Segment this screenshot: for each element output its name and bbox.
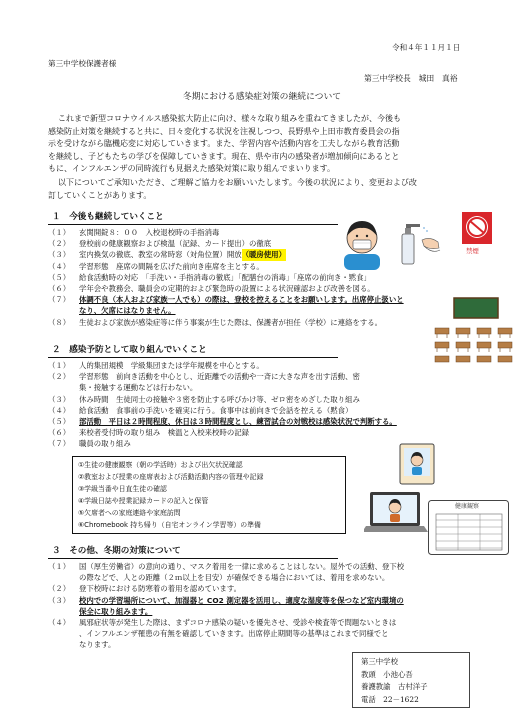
list-item: （２） 学習形態 前向き活動を中心とし、近距離での活動や一斉に大きな声を出す活動、密 [48, 372, 360, 382]
list-item: （８） 生徒および家族が感染症等に伴う事案が生じた際は、保護者が担任（学校）に連絡をする。 [48, 317, 383, 327]
list-item: （６） 学年会や教務会、職員会の定期的および緊急時の設置による状況確認および改善を図る。 [48, 284, 375, 294]
section-1-list: （１） 玄関開錠８：００ 入校退校時の手指消毒 （２） 登校前の健康観察および検温（記録、カード提出）の徹底 （３） 室内換気の徹底、教室の常時窓（対角位置）開放 （暖房使用） （４） 学習形態 座席の間隔を広げた前向き座席を主とする。 （５） 給食活動時の対応 「手洗い・手指消毒の徹底」「配膳台の消毒」「座席の前向き・黙食」 （６） 学年会や教務会、職員会の定期的および緊急時の設置による状況確認および改善を図る。 （７） 体調不良（本人および家族一人でも）の際は、登校を控えることをお願いします。出席停止扱いと なり、欠席にはなりません。 （８） 生徒および家族が感染症等に伴う事案が生じた際は、保護者が担任（学校）に連絡をする。 [48, 228, 404, 327]
list-item: （４） 学習形態 座席の間隔を広げた前向き座席を主とする。 [48, 261, 264, 271]
list-item: ①生徒の健康観察（朝の学活時）および出欠状況確認 [78, 461, 243, 469]
list-item: （２） 登校前の健康観察および検温（記録、カード提出）の徹底 [48, 239, 272, 249]
list-item: （３） 休み時間 生徒同士の接触や３密を防止する呼びかけ等、ゼロ密をめざした取り組み [48, 394, 360, 404]
contact-vice-principal: 教頭 小池心吾 [361, 669, 413, 679]
tablet-title: 健康観察 [455, 503, 480, 510]
intro-paragraph-1: これまで新型コロナウイルス感染拡大防止に向け、様々な取り組みを重ねてきましたが、今後も 感染防止対策を継続すると共に、日々変化する状況を注視しつつ、長野県や上田市教育委員会の指 示を受けながら臨機応変に対応していきます。また、学習内容や活動内容を工夫しながら教育活動 を継続し、子どもたちの学びを保障していきます。現在、県や市内の感染者が増加傾向にあるとと もに、インフルエンザの同時流行も見据えた感染対策に取り組んでまいります。 [48, 114, 401, 173]
contact-phone: 電話 22－1622 [361, 694, 419, 704]
list-item: （２） 登下校時における防寒着の着用を認めています。 [48, 584, 242, 594]
list-item: （６） 来校者受付時の取り組み 検温と入校来校時の記録 [48, 428, 249, 438]
list-item: （５） 給食活動時の対応 「手洗い・手指消毒の徹底」「配膳台の消毒」「座席の前向き・黙食」 [48, 272, 371, 282]
list-item: （１） 人的集団規模 学級集団または学年規模を中心とする。 [48, 361, 264, 370]
list-item: （１） 玄関開錠８：００ 入校退校時の手指消毒 [48, 228, 220, 237]
sender: 第三中学校長 城田 真裕 [364, 74, 458, 83]
list-item: （７） 職員の取り組み [48, 439, 131, 449]
section-1-underline [48, 224, 338, 225]
list-item: ⑥Chromebook 持ち帰り（自宅オンライン学習等）の準備 [78, 521, 261, 529]
no-entry-sign-icon [462, 212, 492, 244]
section-2-underline [48, 357, 338, 358]
section-2-list: （１） 人的集団規模 学級集団または学年規模を中心とする。 （２） 学習形態 前向き活動を中心とし、近距離での活動や一斉に大きな声を出す活動、密 集・接触する運動などは行わない。 （３） 休み時間 生徒同士の接触や３密を防止する呼びかけ等、ゼロ密をめざした取り組み （４） 給食活動 食事前の手洗いを確実に行う。食事中は前向きで会話を控える（黙食） （５） 部活動 平日は２時間程度、休日は３時間程度とし、練習試合の対戦校は感染状況で判断する。 （６） 来校者受付時の取り組み 検温と入校来校時の記録 （７） 職員の取り組み [48, 361, 397, 449]
section-1-illustrations [340, 210, 510, 270]
list-item: （４） 風邪症状等が発生した際は、まずコロナ感染の疑いを優先させ、受診や検査等で問題ないときは [48, 618, 397, 628]
no-entry-sign-label: 禁煙 [466, 247, 479, 255]
document-title: 冬期における感染症対策の継続について [182, 92, 342, 102]
masked-student-icon [344, 221, 380, 270]
list-item: ③学級当番や日直生徒の確認 [78, 485, 167, 493]
contact-school: 第三中学校 [361, 657, 398, 666]
list-item: （１） 国（厚生労働省）の意向の通り、マスク着用を一律に求めることはしない。屋外での活動、登下校 [48, 562, 405, 571]
intro-paragraph-2: 以下についてご承知いただき、ご理解ご協力をお願いいたします。今後の状況により、変更および改 訂していくことがあります。 [48, 178, 417, 200]
contact-box [352, 652, 470, 708]
list-item: ④学級日誌や授業記録カードの記入と保管 [78, 497, 209, 505]
issue-date: 令和４年１１月１日 [392, 43, 461, 52]
list-item: （３） 室内換気の徹底、教室の常時窓（対角位置）開放 （暖房使用） [48, 250, 286, 260]
list-item: （４） 給食活動 食事前の手洗いを確実に行う。食事中は前向きで会話を控える（黙食） [48, 405, 353, 415]
hand-sanitizer-icon [402, 224, 440, 264]
section-1-heading: １ 今後も継続していくこと [52, 212, 164, 222]
list-item: （５） 部活動 平日は２時間程度、休日は３時間程度とし、練習試合の対戦校は感染状況で判断する。 [48, 417, 397, 427]
list-item: ②教室および授業の座席表および活動活動内容の管理や記録 [78, 473, 264, 481]
section-3-underline [48, 558, 338, 559]
recipient: 第三中学校保護者様 [48, 59, 117, 68]
section-3-heading: ３ その他、冬期の対策について [52, 546, 181, 556]
list-item: ⑤欠席者への家庭連絡や家庭訪問 [78, 509, 181, 517]
section-2-heading: ２ 感染予防として取り組んでいくこと [52, 345, 207, 355]
list-item: （７） 体調不良（本人および家族一人でも）の際は、登校を控えることをお願いします。出席停止扱いと [48, 295, 404, 305]
list-item: （３） 校内での学習場所について、加湿器と CO2 測定器を活用し、適度な湿度等を保つなど室内環境の [48, 595, 404, 605]
classroom-icon [432, 296, 514, 366]
contact-school-nurse: 養護教諭 古村洋子 [361, 682, 428, 692]
section-3-list: （１） 国（厚生労働省）の意向の通り、マスク着用を一律に求めることはしない。屋外での活動、登下校 の際などで、人との距離（２ｍ以上を目安）が確保できる場合においては、着用を求めない。 （２） 登下校時における防寒着の着用を認めています。 （３） 校内での学習場所について、加湿器と CO2 測定器を活用し、適度な湿度等を保つなど室内環境の 保全に取り組みます。 （４） 風邪症状等が発生した際は、まずコロナ感染の疑いを優先させ、受診や検査等で問題ないときは 、インフルエンザ罹患の有無を確認していきます。出席停止期間等の基準はこれまで同様でと なります。 [48, 562, 405, 650]
